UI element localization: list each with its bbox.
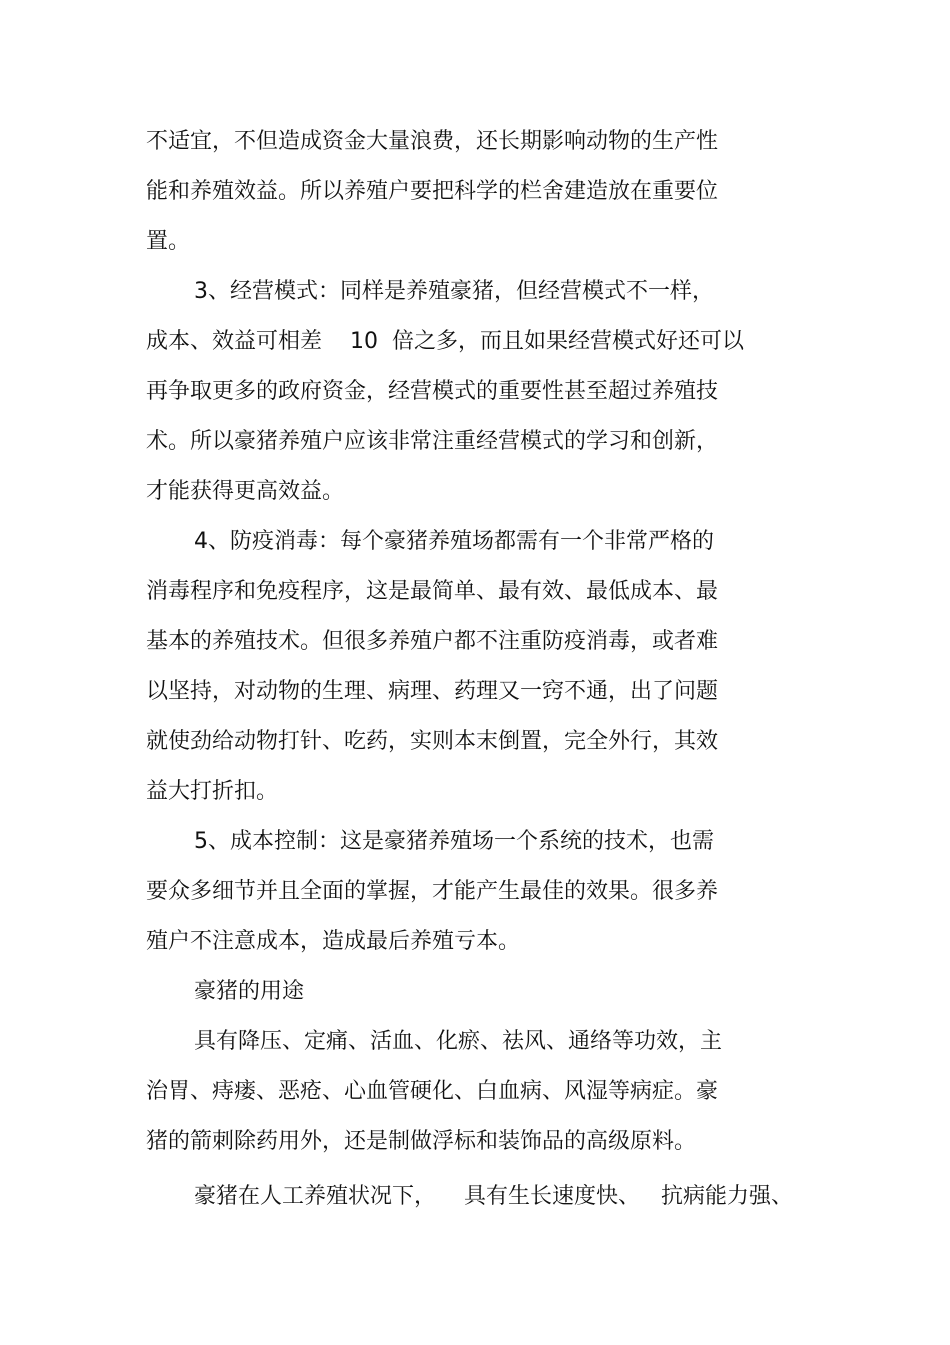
text-line: 要众多细节并且全面的掌握，才能产生最佳的效果。很多养 — [146, 879, 719, 904]
text-line: 才能获得更高效益。 — [146, 479, 345, 504]
text-line: 猪的箭刺除药用外，还是制做浮标和装饰品的高级原料。 — [146, 1129, 697, 1154]
text-line: 置。 — [146, 229, 191, 254]
text-line: 基本的养殖技术。但很多养殖户都不注重防疫消毒，或者难 — [146, 629, 719, 654]
paragraph-heading-cost-control: 5、成本控制：这是豪猪养殖场一个系统的技术，也需 — [194, 829, 714, 854]
section-heading-uses: 豪猪的用途 — [194, 979, 305, 1004]
paragraph-heading-disinfection: 4、防疫消毒：每个豪猪养殖场都需有一个非常严格的 — [194, 529, 714, 554]
text-line: 就使劲给动物打针、吃药，实则本末倒置，完全外行，其效 — [146, 729, 719, 754]
text-line: 治胃、痔瘘、恶疮、心血管硬化、白血病、风湿等病症。豪 — [146, 1079, 719, 1104]
text-line: 消毒程序和免疫程序，这是最简单、最有效、最低成本、最 — [146, 579, 719, 604]
text-line: 不适宜，不但造成资金大量浪费，还长期影响动物的生产性 — [146, 129, 719, 154]
text-line: 能和养殖效益。所以养殖户要把科学的栏舍建造放在重要位 — [146, 179, 719, 204]
paragraph-heading-business-model: 3、经营模式：同样是养殖豪猪，但经营模式不一样， — [194, 279, 714, 304]
text-line: 再争取更多的政府资金，经营模式的重要性甚至超过养殖技 — [146, 379, 719, 404]
text-line: 以坚持，对动物的生理、病理、药理又一窍不通，出了问题 — [146, 679, 719, 704]
text-line: 术。所以豪猪养殖户应该非常注重经营模式的学习和创新， — [146, 429, 719, 454]
text-line: 成本、效益可相差 10 倍之多，而且如果经营模式好还可以 — [146, 329, 744, 354]
text-line: 具有降压、定痛、活血、化瘀、祛风、通络等功效，主 — [194, 1029, 723, 1054]
text-line: 益大打折扣。 — [146, 779, 279, 804]
text-line: 豪猪在人工养殖状况下， 具有生长速度快、 抗病能力强、 — [194, 1184, 793, 1209]
text-line: 殖户不注意成本，造成最后养殖亏本。 — [146, 929, 521, 954]
